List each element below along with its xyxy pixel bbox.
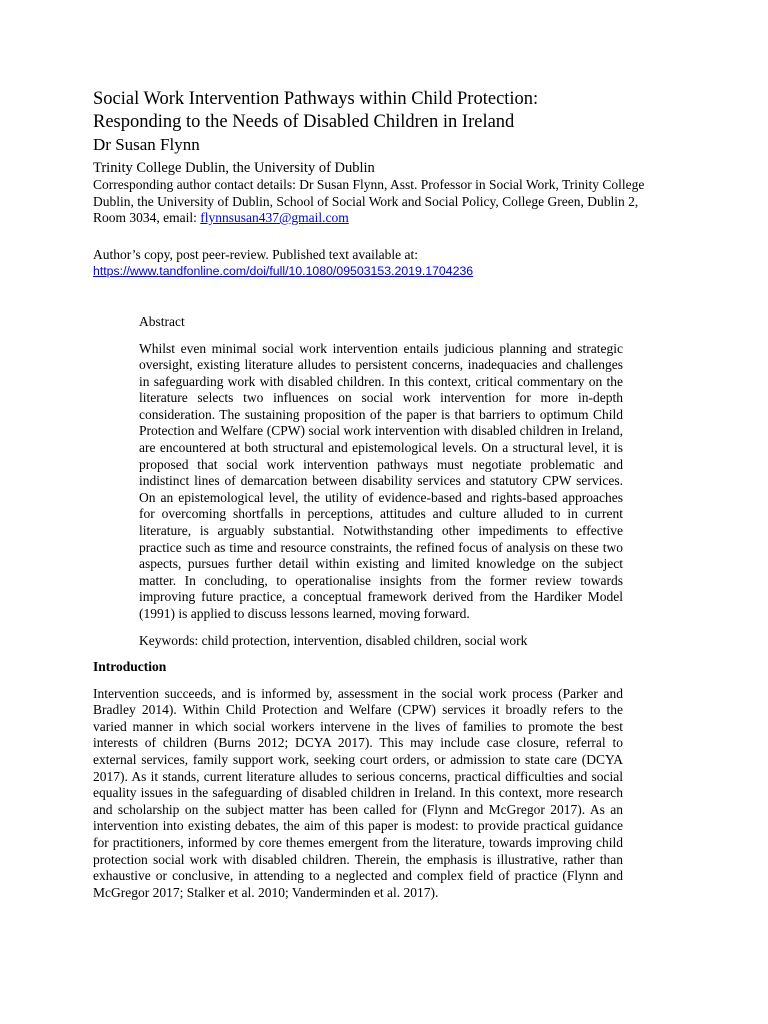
abstract-text: Whilst even minimal social work intervention entails judicious planning and strategic oversight, existing literature alludes to persistent concerns, inadequacies and challenges in safeguarding work with disabled children. In this context, critical commentary on the literature selects two influences on social work intervention for more in-depth consideration. The sustaining proposition of the paper is that barriers to optimum Child Protection and Welfare (CPW) social work intervention with disabled children in Ireland, are encountered at both structural and epistemological levels. On a structural level, it is proposed that social work intervention pathways must negotiate problematic and indistinct lines of demarcation between disability services and statutory CPW services. On an epistemological level, the utility of evidence-based and rights-based approaches for overcoming shortfalls in perceptions, attitudes and culture alluded to in current literature, is arguably substantial. Notwithstanding other impediments to effective practice such as time and resource constraints, the refined focus of analysis on these two aspects, pursues further detail within existing and limited knowledge on the subject matter. In concluding, to operationalise insights from the former review towards improving future practice, a conceptual framework derived from the Hardiker Model (1991) is applied to discuss lessons learned, moving forward. bbox=[139, 340, 623, 621]
keywords: Keywords: child protection, intervention, disabled children, social work bbox=[139, 632, 528, 648]
title-line-2: Responding to the Needs of Disabled Children in Ireland bbox=[93, 112, 515, 132]
contact-details bbox=[93, 177, 668, 227]
affiliation: Trinity College Dublin, the University of Dublin bbox=[93, 160, 375, 176]
contact-text: Corresponding author contact details: Dr Susan Flynn, Asst. Professor in Social Work, Trinity College Dublin, the University of Dublin, School of Social Work and Social Policy, College Green, Dublin 2, Room 3034, email: bbox=[93, 177, 645, 225]
author-name: Dr Susan Flynn bbox=[93, 135, 200, 154]
doi-link[interactable]: https://www.tandfonline.com/doi/full/10.1080/09503153.2019.1704236 bbox=[93, 264, 474, 278]
abstract-section bbox=[139, 314, 623, 649]
paper-page bbox=[93, 88, 645, 901]
copy-note-text: Author’s copy, post peer-review. Published text available at: bbox=[93, 246, 419, 262]
paper-title bbox=[93, 88, 623, 134]
abstract-heading: Abstract bbox=[139, 314, 185, 329]
copy-note bbox=[93, 247, 623, 281]
introduction-text: Intervention succeeds, and is informed by, assessment in the social work process (Parker and Bradley 2014). Within Child Protection and Welfare (CPW) services it broadly refers to the varied manner in which social workers intervene in the lives of families to promote the best interests of children (Burns 2012; DCYA 2017). This may include case closure, referral to external services, family support work, seeking court orders, or admission to state care (DCYA 2017). As it stands, current literature alludes to serious concerns, practical difficulties and social equality issues in the safeguarding of disabled children in Ireland. In this context, more research and scholarship on the subject matter has been called for (Flynn and McGregor 2017). As an intervention into existing debates, the aim of this paper is modest: to provide practical guidance for practitioners, informed by core themes emergent from the literature, towards improving child protection social work with disabled children. Therein, the emphasis is illustrative, rather than exhaustive or conclusive, in attending to a neglected and complex field of practice (Flynn and McGregor 2017; Stalker et al. 2010; Vanderminden et al. 2017). bbox=[93, 685, 623, 900]
title-line-1: Social Work Intervention Pathways within Child Protection: bbox=[93, 89, 539, 109]
email-link[interactable]: flynnsusan437@gmail.com bbox=[200, 210, 349, 225]
introduction-heading: Introduction bbox=[93, 659, 167, 675]
